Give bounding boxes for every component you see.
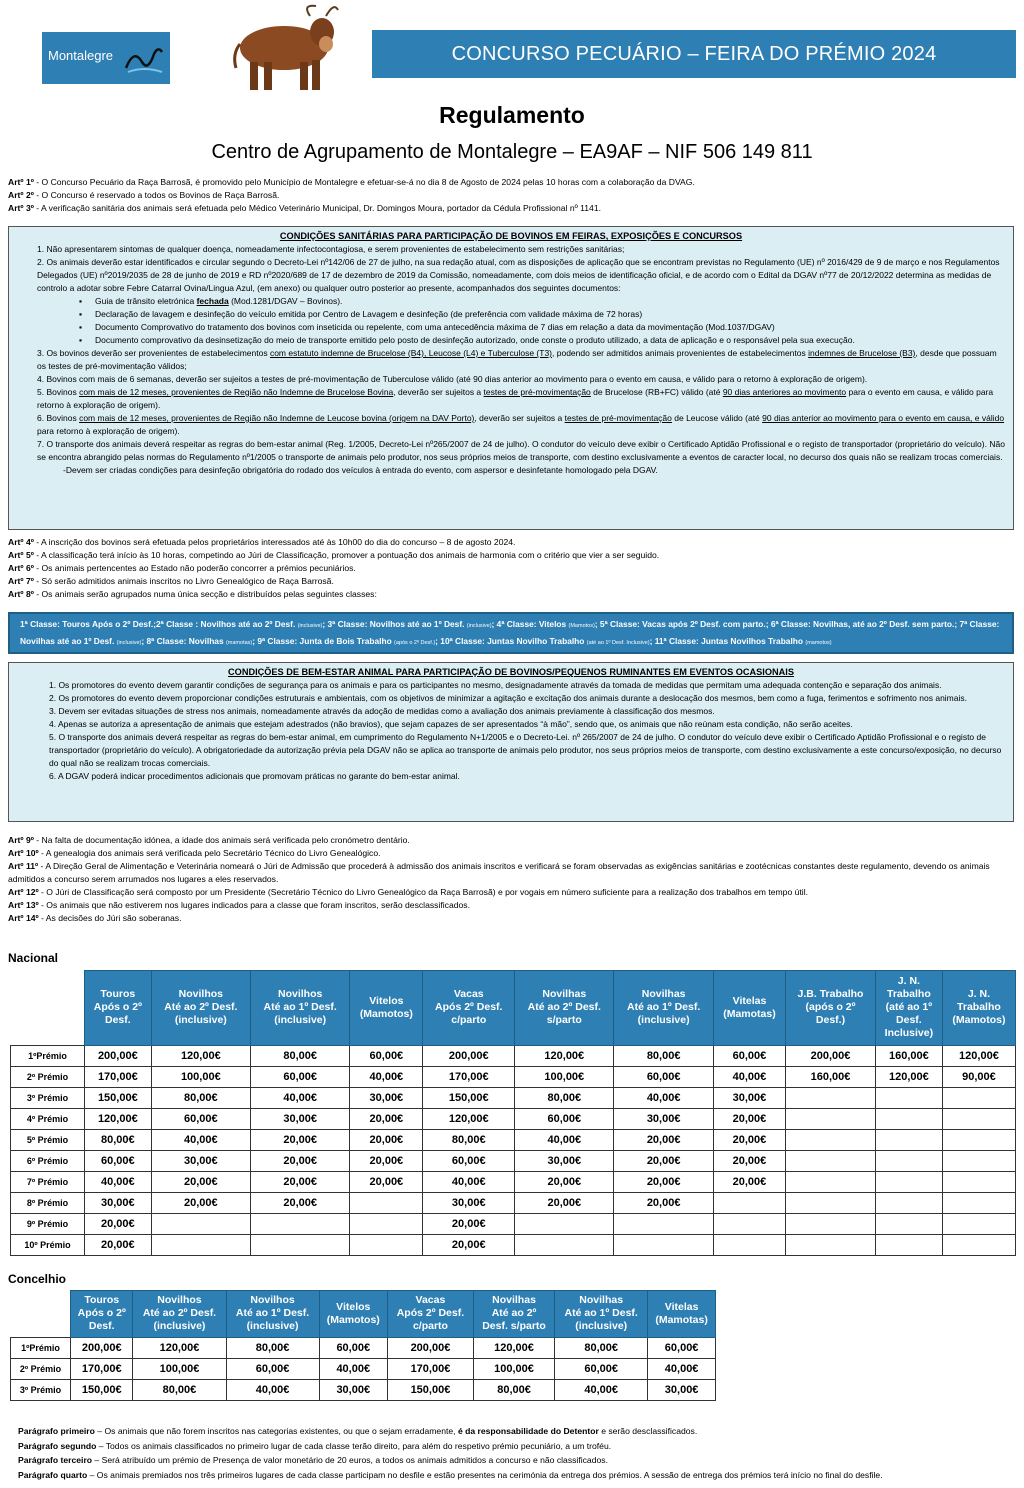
montalegre-logo — [42, 32, 170, 84]
article-14: Artº 14º - As decisões do Júri são soberanas. — [8, 913, 182, 923]
prize-cell: 20,00€ — [151, 1192, 250, 1213]
prize-cell — [875, 1150, 942, 1171]
table-header-row — [11, 1291, 716, 1338]
prize-cell: 20,00€ — [85, 1234, 152, 1255]
paragraph-3: Parágrafo terceiro – Será atribuído um prémio de Presença de valor monetário de 20 euros, a todos os animais admitidos a concurso e não classificados. — [18, 1455, 608, 1465]
nacional-prize-table — [10, 970, 1016, 1256]
prize-cell: 150,00€ — [387, 1379, 473, 1400]
contest-banner — [372, 30, 1016, 78]
prize-cell: 40,00€ — [515, 1129, 614, 1150]
prize-cell — [786, 1108, 876, 1129]
prize-cell: 170,00€ — [387, 1358, 473, 1379]
logo-wave-icon — [124, 44, 164, 74]
prize-cell: 60,00€ — [614, 1066, 713, 1087]
prize-cell — [713, 1213, 785, 1234]
document-list — [9, 295, 1013, 347]
prize-cell — [875, 1192, 942, 1213]
barrosa-bull-image — [222, 4, 354, 94]
table-row — [11, 1358, 716, 1379]
column-header: Novilhos Até ao 1º Desf. (inclusive) — [226, 1291, 319, 1338]
prize-cell — [515, 1213, 614, 1234]
prize-cell — [875, 1213, 942, 1234]
prize-cell — [942, 1150, 1015, 1171]
table-row — [11, 1087, 1016, 1108]
prize-cell: 170,00€ — [85, 1066, 152, 1087]
prize-cell: 40,00€ — [226, 1379, 319, 1400]
prize-cell — [942, 1192, 1015, 1213]
prize-cell: 20,00€ — [713, 1150, 785, 1171]
prize-cell: 30,00€ — [614, 1108, 713, 1129]
prize-cell: 60,00€ — [319, 1337, 387, 1358]
prize-cell: 20,00€ — [251, 1192, 350, 1213]
prize-cell: 150,00€ — [71, 1379, 133, 1400]
table-row — [11, 1108, 1016, 1129]
document-item: ▪ Documento comprovativo da desinsetização do meio de transporte emitido pelo posto de desinfeção autorizado, onde conste o produto utilizado, a data de aplicação e o responsável pela sua execução. — [95, 334, 1013, 347]
prize-cell: 60,00€ — [85, 1150, 152, 1171]
prize-cell — [786, 1171, 876, 1192]
prize-cell: 20,00€ — [350, 1171, 423, 1192]
article-2: Artº 2º - O Concurso é reservado a todos os Bovinos de Raça Barrosã. — [8, 190, 280, 200]
prize-cell: 60,00€ — [251, 1066, 350, 1087]
footer-paragraphs — [18, 1424, 1008, 1482]
prize-cell: 80,00€ — [473, 1379, 554, 1400]
welfare-conditions-box — [8, 662, 1014, 822]
article-3: Artº 3º - A verificação sanitária dos animais será efetuada pelo Médico Veterinário Municipal, Dr. Domingos Moura, portador da Cédula Profissional nº 1141. — [8, 203, 601, 213]
prize-cell — [942, 1171, 1015, 1192]
prize-cell: 80,00€ — [226, 1337, 319, 1358]
column-header: Vitelas (Mamotas) — [648, 1291, 716, 1338]
prize-cell: 20,00€ — [85, 1213, 152, 1234]
prize-cell — [151, 1213, 250, 1234]
sanitary-item-5: 5. Bovinos com mais de 12 meses, provenientes de Região não Indemne de Brucelose Bovina, deverão ser sujeitos a testes de pré-movimentação de Brucelose (RB+FC) válido (até 90 dias anteriores ao movimento para o evento em causa, e válido para retorno à exploração de origem). — [37, 387, 994, 410]
table-row — [11, 1192, 1016, 1213]
prize-cell: 20,00€ — [251, 1129, 350, 1150]
table-row — [11, 1129, 1016, 1150]
table-row — [11, 1150, 1016, 1171]
welfare-item: 6. A DGAV poderá indicar procedimentos adicionais que promovam práticas no garante do bem-estar animal. — [49, 771, 460, 781]
row-label: 2º Prémio — [11, 1358, 71, 1379]
prize-cell: 60,00€ — [713, 1045, 785, 1066]
prize-cell: 100,00€ — [473, 1358, 554, 1379]
column-header: Novilhos Até ao 1º Desf. (inclusive) — [251, 971, 350, 1046]
sanitary-note: -Devem ser criadas condições para desinfeção obrigatória do rodado dos veículos à entrada do evento, com aspersor e desinfetante homologado pela DGAV. — [63, 465, 658, 475]
document-item: ▪ Guia de trânsito eletrónica fechada (Mod.1281/DGAV – Bovinos). — [95, 295, 1013, 308]
prize-cell — [875, 1234, 942, 1255]
prize-cell: 40,00€ — [555, 1379, 648, 1400]
column-header: Vitelos (Mamotos) — [319, 1291, 387, 1338]
table-row — [11, 1171, 1016, 1192]
prize-cell: 120,00€ — [515, 1045, 614, 1066]
prize-cell — [251, 1234, 350, 1255]
article-11: Artº 11º - A Direção Geral de Alimentação e Veterinária nomeará o Júri de Admissão que procederá à admissão dos animais inscritos e verificará se foram observadas as exigências sanitárias e zootécnicas constantes deste regulamento, devendo os animais admitidos a concurso serem arrumados nos lugares a eles reservados. — [8, 861, 990, 884]
prize-cell: 20,00€ — [350, 1129, 423, 1150]
prize-cell: 20,00€ — [350, 1108, 423, 1129]
article-13: Artº 13º - Os animais que não estiverem nos lugares indicados para a classe que foram inscritos, serão desclassificados. — [8, 900, 470, 910]
prize-cell: 120,00€ — [133, 1337, 226, 1358]
prize-cell: 20,00€ — [614, 1129, 713, 1150]
sanitary-item-2: 2. Os animais deverão estar identificados e circular segundo o Decreto-Lei nº142/06 de 27 de julho, na sua redação atual, com as disposições de aplicação que se encontram previstas no Regulamento (UE) nº 2016/429 de 9 de março e nos Regulamentos Delegados (UE) nº2019/2035 de 28 de junho de 2019 e RD nº2020/689 de 17 de dezembro de 2019 da Comissão, nomeadamente, com dois meios de identificação oficial, e de acordo com o Edital da DGAV nº77 de 20/12/2022 determina as medidas de controlo a adotar sobre Febre Catarral Ovina/Lingua Azul, (em anexo) ou qualquer outro posterior ao presente, acompanhados dos seguintes documentos: — [37, 257, 1000, 293]
prize-cell: 200,00€ — [85, 1045, 152, 1066]
prize-cell: 60,00€ — [648, 1337, 716, 1358]
table-header-row — [11, 971, 1016, 1046]
welfare-item: 5. O transporte dos animais deverá respeitar as regras do bem-estar animal, em cumprimento do Regulamento N+1/2005 e o Decreto-Lei. nº 265/2007 de 24 de julho. O condutor do veículo deve exibir o Certificado Aptidão Profissional e o registo de transportador (proprietário do veículo). A obrigatoriedade da autorização prévia pela DGAV não se aplica ao transporte de animais pelo produtor, nos seus próprios meios de transporte, com destino exclusivamente a este concurso/exposição, no decurso do qual não se realizam trocas comerciais. — [49, 732, 1002, 768]
prize-cell: 80,00€ — [614, 1045, 713, 1066]
prize-cell — [614, 1213, 713, 1234]
row-label: 1ºPrémio — [11, 1045, 85, 1066]
prize-cell — [151, 1234, 250, 1255]
welfare-item: 3. Devem ser evitadas situações de stress nos animais, nomeadamente através da adoção de medidas como a avaliação dos animais previamente à classificação dos mesmos. — [49, 706, 715, 716]
prize-cell: 200,00€ — [71, 1337, 133, 1358]
prize-cell: 30,00€ — [151, 1150, 250, 1171]
prize-cell: 60,00€ — [423, 1150, 515, 1171]
prize-cell: 20,00€ — [713, 1108, 785, 1129]
column-header: J. N. Trabalho (Mamotos) — [942, 971, 1015, 1046]
column-header: Novilhas Até ao 2º Desf. s/parto — [473, 1291, 554, 1338]
row-label: 6º Prémio — [11, 1150, 85, 1171]
prize-cell: 200,00€ — [387, 1337, 473, 1358]
prize-cell: 40,00€ — [648, 1358, 716, 1379]
row-label: 2º Prémio — [11, 1066, 85, 1087]
prize-cell: 30,00€ — [423, 1192, 515, 1213]
prize-cell: 20,00€ — [515, 1192, 614, 1213]
prize-cell: 170,00€ — [71, 1358, 133, 1379]
prize-cell: 20,00€ — [614, 1192, 713, 1213]
page-title: Regulamento — [439, 102, 585, 128]
row-label: 9º Prémio — [11, 1213, 85, 1234]
nacional-title: Nacional — [8, 951, 59, 965]
banner-text: CONCURSO PECUÁRIO – FEIRA DO PRÉMIO 2024 — [451, 43, 937, 65]
table-corner — [11, 1291, 71, 1338]
prize-cell — [942, 1108, 1015, 1129]
prize-cell: 80,00€ — [151, 1087, 250, 1108]
articles-mid — [8, 536, 1016, 601]
prize-cell: 60,00€ — [555, 1358, 648, 1379]
prize-cell — [350, 1234, 423, 1255]
table-row — [11, 1066, 1016, 1087]
prize-cell — [786, 1150, 876, 1171]
prize-cell: 60,00€ — [151, 1108, 250, 1129]
table-corner — [11, 971, 85, 1046]
prize-cell: 160,00€ — [786, 1066, 876, 1087]
prize-cell: 120,00€ — [473, 1337, 554, 1358]
prize-cell: 30,00€ — [648, 1379, 716, 1400]
sanitary-conditions-box — [8, 226, 1014, 530]
prize-cell — [942, 1129, 1015, 1150]
prize-cell — [875, 1129, 942, 1150]
paragraph-1: Parágrafo primeiro – Os animais que não forem inscritos nas categorias existentes, ou que o sejam erradamente, é da responsabilidade do Detentor e serão desclassificados. — [18, 1426, 698, 1436]
prize-cell: 40,00€ — [319, 1358, 387, 1379]
prize-cell — [713, 1192, 785, 1213]
prize-cell: 60,00€ — [515, 1108, 614, 1129]
column-header: J.B. Trabalho (após o 2º Desf.) — [786, 971, 876, 1046]
column-header: Touros Após o 2º Desf. — [85, 971, 152, 1046]
prize-cell: 20,00€ — [423, 1213, 515, 1234]
prize-cell: 40,00€ — [350, 1066, 423, 1087]
prize-cell: 150,00€ — [85, 1087, 152, 1108]
table-row — [11, 1234, 1016, 1255]
row-label: 5º Prémio — [11, 1129, 85, 1150]
prize-cell: 120,00€ — [942, 1045, 1015, 1066]
prize-cell — [786, 1192, 876, 1213]
article-5: Artº 5º - A classificação terá início às 10 horas, competindo ao Júri de Classificação, promover a pontuação dos animais de harmonia com o critério que vier a ser seguido. — [8, 550, 660, 560]
prize-cell: 80,00€ — [85, 1129, 152, 1150]
articles-top — [8, 176, 1016, 215]
prize-cell — [350, 1213, 423, 1234]
prize-cell — [875, 1087, 942, 1108]
classes-box: 1ª Classe: Touros Após o 2º Desf.;2ª Classe : Novilhos até ao 2º Desf. (inclusive); 3ª Classe: Novilhos até ao 1º Desf. (inclusive); 4ª Classe: Vitelos (Mamotos); 5ª Classe: Vacas após 2º Desf. com parto.; 6ª Classe: Novilhas, até ao 2º Desf. sem parto.; 7ª Classe: Novilhas até ao 1º Desf. (inclusive); 8ª Classe: Novilhas (mamotas); 9ª Classe: Junta de Bois Trabalho (após o 2º Desf.); 10ª Classe: Juntas Novilho Trabalho (até ao 1º Desf. Inclusive); 11ª Classe: Juntas Novilhos Trabalho (mamotos) — [8, 612, 1014, 654]
prize-cell — [614, 1234, 713, 1255]
prize-cell: 170,00€ — [423, 1066, 515, 1087]
prize-cell: 150,00€ — [423, 1087, 515, 1108]
welfare-item: 4. Apenas se autoriza a apresentação de animais que estejam adestrados (não bravios), que sejam capazes de ser apresentados “à mão”, sendo que, os animais que não reúnam esta condição, não serão aceites. — [49, 719, 853, 729]
prize-cell — [875, 1108, 942, 1129]
prize-cell: 20,00€ — [713, 1171, 785, 1192]
prize-cell: 30,00€ — [251, 1108, 350, 1129]
prize-cell: 80,00€ — [133, 1379, 226, 1400]
prize-cell: 30,00€ — [319, 1379, 387, 1400]
sanitary-item-7: 7. O transporte dos animais deverá respeitar as regras do bem-estar animal (Reg. 1/2005, Decreto-Lei nº265/2007 de 24 de julho). O condutor do veículo deve exibir o Certificado Aptidão Profissional e o registo de transportador (proprietário do veículo). Não se encontra abrangido pelas normas do Regulamento nº1/2005 o transporte de animais pelo produtor, nos seus próprios meios de transporte, com destino exclusivamente a eventos de caracter local, no decurso dos quais não se realizam trocas comerciais. — [37, 439, 1005, 462]
welfare-title: CONDIÇÕES DE BEM-ESTAR ANIMAL PARA PARTICIPAÇÃO DE BOVINOS/PEQUENOS RUMINANTES EM EVENTOS OCASIONAIS — [228, 667, 794, 677]
concelhio-title: Concelhio — [8, 1272, 67, 1286]
prize-cell: 20,00€ — [713, 1129, 785, 1150]
prize-cell: 60,00€ — [226, 1358, 319, 1379]
article-4: Artº 4º - A inscrição dos bovinos será efetuada pelos proprietários interessados até às 10h00 do dia do concurso – 8 de agosto 2024. — [8, 537, 516, 547]
logo-text: Montalegre — [48, 48, 114, 63]
prize-cell: 120,00€ — [875, 1066, 942, 1087]
sanitary-item-6: 6. Bovinos com mais de 12 meses, provenientes de Região não Indemne de Leucose bovina (origem na DAV Porto), deverão ser sujeitos a testes de pré-movimentação de Leucose válido (até 90 dias anterior ao movimento para o evento em causa, e válido para retorno à exploração de origem). — [37, 413, 1005, 436]
prize-cell: 20,00€ — [515, 1171, 614, 1192]
prize-cell: 40,00€ — [614, 1087, 713, 1108]
paragraph-4: Parágrafo quarto – Os animais premiados nos três primeiros lugares de cada classe participam no desfile e estão presentes na cerimónia da entrega dos prémios. A sessão de entrega dos prémios terá início no final do desfile. — [18, 1469, 883, 1480]
row-label: 3º Prémio — [11, 1379, 71, 1400]
concelhio-prize-table — [10, 1290, 716, 1401]
prize-cell: 120,00€ — [85, 1108, 152, 1129]
prize-cell — [350, 1192, 423, 1213]
prize-cell — [515, 1234, 614, 1255]
prize-cell: 40,00€ — [151, 1129, 250, 1150]
prize-cell: 90,00€ — [942, 1066, 1015, 1087]
prize-cell — [713, 1234, 785, 1255]
column-header: Vacas Após 2º Desf. c/parto — [387, 1291, 473, 1338]
row-label: 3º Prémio — [11, 1087, 85, 1108]
prize-cell: 30,00€ — [713, 1087, 785, 1108]
table-row — [11, 1379, 716, 1400]
sanitary-item-1: 1. Não apresentarem sintomas de qualquer doença, nomeadamente infectocontagiosa, e serem provenientes de estabelecimento sem restrições sanitárias; — [37, 244, 625, 254]
table-row — [11, 1213, 1016, 1234]
prize-cell: 80,00€ — [423, 1129, 515, 1150]
sanitary-item-4: 4. Bovinos com mais de 6 semanas, deverão ser sujeitos a testes de pré-movimentação de Tuberculose válido (até 90 dias anterior ao movimento para o evento em causa, e válido para o retorno à exploração de origem). — [37, 374, 868, 384]
prize-cell — [942, 1087, 1015, 1108]
prize-cell: 40,00€ — [423, 1171, 515, 1192]
prize-cell: 40,00€ — [713, 1066, 785, 1087]
prize-cell: 60,00€ — [350, 1045, 423, 1066]
page-subtitle: Centro de Agrupamento de Montalegre – EA9AF – NIF 506 149 811 — [211, 141, 813, 163]
welfare-item: 2. Os promotores do evento devem proporcionar condições estruturais e ambientais, com os objetivos de minimizar a agitação e excitação dos animais durante a deslocação dos mesmos, bem como a fuga, ferimentos e sofrimento nos animais. — [49, 693, 967, 703]
article-9: Artº 9º - Na falta de documentação idónea, a idade dos animais será verificada pelo cronómetro dentário. — [8, 835, 410, 845]
column-header: Novilhas Até ao 2º Desf. s/parto — [515, 971, 614, 1046]
header — [0, 0, 1024, 100]
welfare-item: 1. Os promotores do evento devem garantir condições de segurança para os animais e para os participantes no mesmo, designadamente através da tomada de medidas que permitam uma adequada contenção e separação dos animais. — [49, 680, 942, 690]
prize-cell: 20,00€ — [350, 1150, 423, 1171]
prize-cell: 40,00€ — [85, 1171, 152, 1192]
sanitary-item-3: 3. Os bovinos deverão ser provenientes de estabelecimentos com estatuto indemne de Brucelose (B4), Leucose (L4) e Tuberculose (T3), podendo ser admitidos animais provenientes de estabelecimentos indemnes de Brucelose (B3), desde que possuam os testes de pré-movimentação válidos; — [37, 348, 997, 371]
column-header: Vitelas (Mamotas) — [713, 971, 785, 1046]
article-1: Artº 1º - O Concurso Pecuário da Raça Barrosã, é promovido pelo Município de Montalegre e efetuar-se-á no dia 8 de Agosto de 2024 pelas 10 horas com a colaboração da DVAG. — [8, 177, 695, 187]
prize-cell: 40,00€ — [251, 1087, 350, 1108]
prize-cell: 30,00€ — [85, 1192, 152, 1213]
row-label: 7º Prémio — [11, 1171, 85, 1192]
prize-cell: 30,00€ — [350, 1087, 423, 1108]
document-item: ▪ Declaração de lavagem e desinfeção do veículo emitida por Centro de Lavagem e desinfeção (de preferência com validade máxima de 72 horas) — [95, 308, 1013, 321]
row-label: 8º Prémio — [11, 1192, 85, 1213]
column-header: J. N. Trabalho (até ao 1º Desf. Inclusive) — [875, 971, 942, 1046]
column-header: Novilhos Até ao 2º Desf. (inclusive) — [133, 1291, 226, 1338]
prize-cell: 120,00€ — [151, 1045, 250, 1066]
prize-cell: 160,00€ — [875, 1045, 942, 1066]
column-header: Novilhas Até ao 1º Desf. (inclusive) — [555, 1291, 648, 1338]
prize-cell: 20,00€ — [251, 1150, 350, 1171]
prize-cell — [786, 1213, 876, 1234]
prize-cell: 30,00€ — [515, 1150, 614, 1171]
prize-cell: 80,00€ — [555, 1337, 648, 1358]
prize-cell: 20,00€ — [614, 1150, 713, 1171]
prize-cell: 80,00€ — [251, 1045, 350, 1066]
column-header: Novilhas Até ao 1º Desf. (inclusive) — [614, 971, 713, 1046]
prize-cell — [786, 1129, 876, 1150]
row-label: 1ºPrémio — [11, 1337, 71, 1358]
prize-cell — [942, 1234, 1015, 1255]
prize-cell — [942, 1213, 1015, 1234]
prize-cell: 20,00€ — [151, 1171, 250, 1192]
row-label: 10º Prémio — [11, 1234, 85, 1255]
prize-cell — [786, 1234, 876, 1255]
prize-cell: 80,00€ — [515, 1087, 614, 1108]
article-7: Artº 7º - Só serão admitidos animais inscritos no Livro Genealógico de Raça Barrosã. — [8, 576, 334, 586]
paragraph-2: Parágrafo segundo – Todos os animais classificados no primeiro lugar de cada classe terão direito, para além do respetivo prémio pecuniário, a um troféu. — [18, 1440, 612, 1451]
column-header: Vitelos (Mamotos) — [350, 971, 423, 1046]
prize-cell: 100,00€ — [151, 1066, 250, 1087]
document-item: ▪ Documento Comprovativo do tratamento dos bovinos com inseticida ou repelente, com uma antecedência máxima de 7 dias em relação a data da movimentação (Mod.1037/DGAV) — [95, 321, 1013, 334]
article-8: Artº 8º - Os animais serão agrupados numa única secção e distribuídos pelas seguintes classes: — [8, 589, 377, 599]
prize-cell — [786, 1087, 876, 1108]
prize-cell — [875, 1171, 942, 1192]
prize-cell — [251, 1213, 350, 1234]
table-row — [11, 1337, 716, 1358]
prize-cell: 20,00€ — [614, 1171, 713, 1192]
prize-cell: 200,00€ — [423, 1045, 515, 1066]
column-header: Novilhos Até ao 2º Desf. (inclusive) — [151, 971, 250, 1046]
article-6: Artº 6º - Os animais pertencentes ao Estado não poderão concorrer a prémios pecuniários. — [8, 563, 356, 573]
prize-cell: 120,00€ — [423, 1108, 515, 1129]
prize-cell: 20,00€ — [423, 1234, 515, 1255]
article-10: Artº 10º - A genealogia dos animais será verificada pelo Secretário Técnico do Livro Genealógico. — [8, 848, 381, 858]
article-12: Artº 12º - O Júri de Classificação será composto por um Presidente (Secretário Técnico do Livro Genealógico da Raça Barrosã) e por vogais em número suficiente para a realização dos trabalhos em tempo útil. — [8, 887, 808, 897]
articles-bottom — [8, 834, 1016, 925]
prize-cell: 100,00€ — [515, 1066, 614, 1087]
column-header: Touros Após o 2º Desf. — [71, 1291, 133, 1338]
prize-cell: 20,00€ — [251, 1171, 350, 1192]
prize-cell: 200,00€ — [786, 1045, 876, 1066]
row-label: 4º Prémio — [11, 1108, 85, 1129]
column-header: Vacas Após 2º Desf. c/parto — [423, 971, 515, 1046]
table-row — [11, 1045, 1016, 1066]
prize-cell: 100,00€ — [133, 1358, 226, 1379]
sanitary-title: CONDIÇÕES SANITÁRIAS PARA PARTICIPAÇÃO DE BOVINOS EM FEIRAS, EXPOSIÇÕES E CONCURSOS — [279, 231, 743, 241]
